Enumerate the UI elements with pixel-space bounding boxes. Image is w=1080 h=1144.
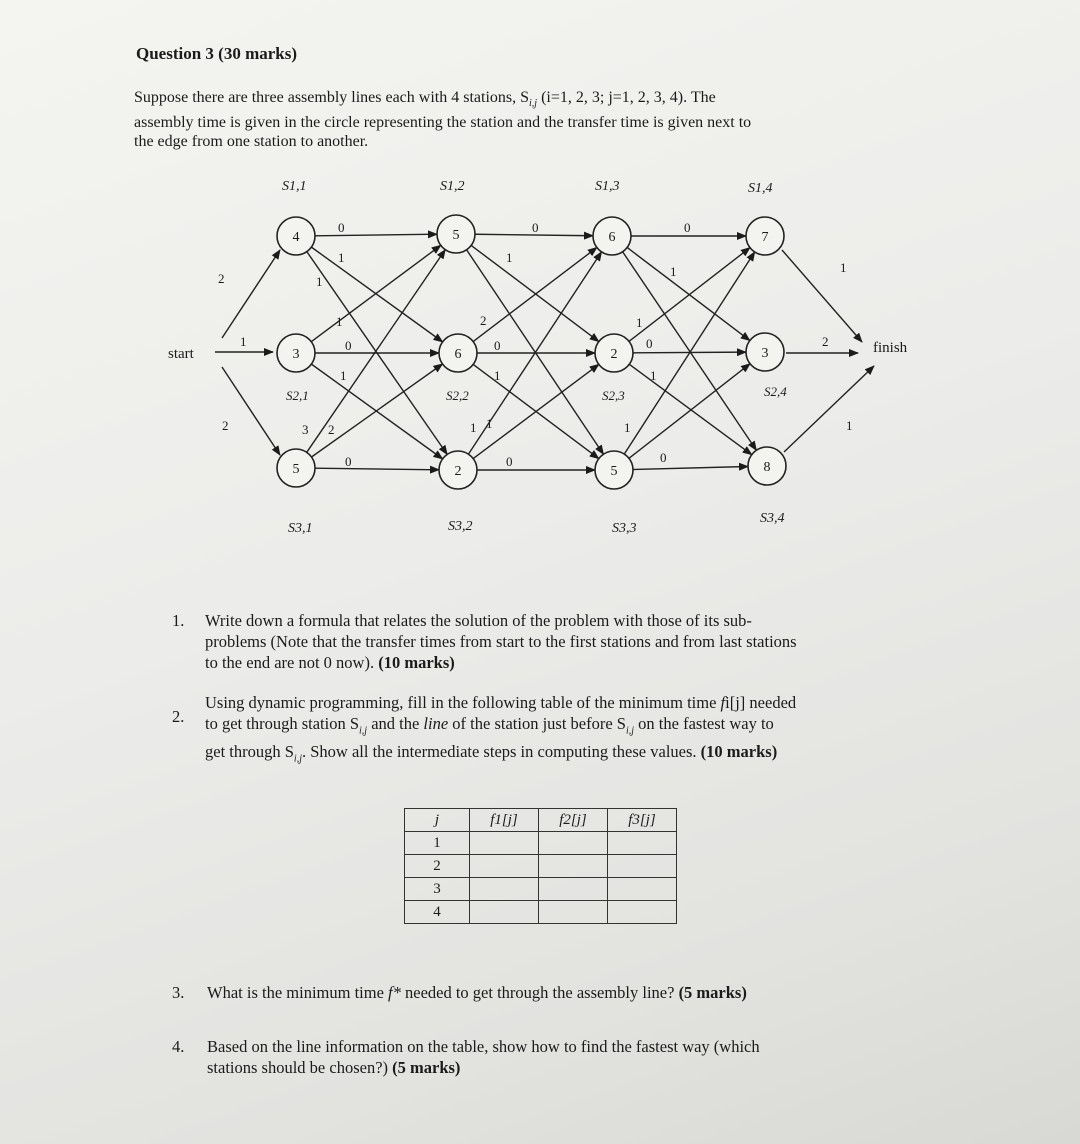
station-label-s12: S1,2 xyxy=(440,179,465,194)
station-label-s34: S3,4 xyxy=(760,511,785,526)
document-page: Question 3 (30 marks) Suppose there are three assembly lines each with 4 stations, $S_{i,j}$ (i=1, 2, 3; j=1, 2, 3, 4). The assembly time is given in the circle representing the station and the transfer time is given next to the edge from one station to another. 4 5 6 7 3 6 2 3 5 2 5 8 2 1 2 1 2 1 0 0 0 0 0 0 0 0 0 1 1 1 1 2 1 1 1 1 3 2 1 1 1 1 start finish S1,1 S1,2 S1,3 S1,4 S2,1 S2,2 S2,3 S2,4 S3,1 S3,2 S3,3 S3,4 1. Write down a formula that relates the solution of the problem with those of its sub- problems (Note that the transfer times from start to the first stations and from last stations to the end are not 0 now). (10 marks) 2. Using dynamic programming, fill in the following table of the minimum time fi[j] needed to get through station $S_{i,j}$ and the line of the station just before $S_{i,j}$ on the fastest way to get through $S_{i,j}$. Show all the intermediate steps in computing these values. (10 marks) j f1[j] f2[j] f3[j] 1 2 3 4 3. What is the minimum time f* needed to get through the assembly line? (5 marks) 4. Based on the line information on the table, show how to find the fastest way (which stations should be chosen?) (5 marks) xyxy=(0,0,1080,1144)
transfer-cross-o: 1 xyxy=(650,368,657,383)
edge-finish-line3 xyxy=(784,366,874,452)
station-s11 xyxy=(277,217,315,255)
station-s12 xyxy=(437,215,475,253)
transfer-cross-d: 1 xyxy=(670,264,677,279)
entry-time-line2: 1 xyxy=(240,334,247,349)
station-s32 xyxy=(439,451,477,489)
transfer-l1-34: 0 xyxy=(684,220,691,235)
cell-f3-3[interactable] xyxy=(608,878,677,901)
cell-f3-4[interactable] xyxy=(608,901,677,924)
transfer-l2-12: 0 xyxy=(345,338,352,353)
item-number: 4. xyxy=(172,1037,185,1056)
transfer-cross-b: 1 xyxy=(316,274,323,289)
station-label-s11: S1,1 xyxy=(282,179,307,194)
station-time: 3 xyxy=(292,347,300,362)
station-label-s32: S3,2 xyxy=(448,519,473,534)
entry-time-line3: 2 xyxy=(222,418,229,433)
transfer-l2-34: 0 xyxy=(646,336,653,351)
transfer-l3-23: 0 xyxy=(506,454,513,469)
station-s33 xyxy=(595,451,633,489)
station-time: 8 xyxy=(763,460,771,475)
cell-f1-3[interactable] xyxy=(470,878,539,901)
cell-f2-4[interactable] xyxy=(539,901,608,924)
station-label-s31: S3,1 xyxy=(288,521,313,536)
header-j: j xyxy=(405,809,470,832)
intro-line-1: Suppose there are three assembly lines each with 4 stations, $S_{i,j}$ (i=1, 2, 3; j=1, 2, 3, 4). The xyxy=(134,89,716,110)
station-s21 xyxy=(277,334,315,372)
station-label-s33: S3,3 xyxy=(612,521,637,536)
station-label-s22: S2,2 xyxy=(446,388,469,403)
edge-line3-1-2 xyxy=(315,468,439,470)
station-s23 xyxy=(595,334,633,372)
station-s34 xyxy=(748,447,786,485)
station-time: 7 xyxy=(761,230,769,245)
station-s31 xyxy=(277,449,315,487)
cell-f1-4[interactable] xyxy=(470,901,539,924)
transfer-cross-a: 1 xyxy=(338,250,345,265)
table-header-row xyxy=(405,809,677,832)
intro-line-2: assembly time is given in the circle representing the station and the transfer time is given next to xyxy=(134,114,752,132)
item-1-line-3: to the end are not 0 now). xyxy=(205,653,375,672)
station-time: 5 xyxy=(292,462,300,477)
station-time: 6 xyxy=(608,230,616,245)
station-time: 5 xyxy=(610,464,618,479)
edge-line3-3-4 xyxy=(633,466,748,469)
cell-f2-3[interactable] xyxy=(539,878,608,901)
start-label: start xyxy=(168,346,194,362)
station-s22 xyxy=(439,334,477,372)
cell-f1-2[interactable] xyxy=(470,855,539,878)
station-label-s13: S1,3 xyxy=(595,179,620,194)
station-s14 xyxy=(746,217,784,255)
station-time: 5 xyxy=(452,228,460,243)
transfer-cross-g: 1 xyxy=(636,315,643,330)
transfer-cross-m: 1 xyxy=(486,416,493,431)
transfer-cross-f: 1 xyxy=(336,314,343,329)
item-2-line-3: get through $S_{i,j}$. Show all the intermediate steps in computing these values. (10 marks) xyxy=(205,742,778,765)
cell-f2-1[interactable] xyxy=(539,832,608,855)
table-row: 1 xyxy=(405,832,677,855)
transfer-cross-i: 1 xyxy=(494,368,501,383)
station-time: 2 xyxy=(610,347,618,362)
transfer-l3-12: 0 xyxy=(345,454,352,469)
question-title: Question 3 (30 marks) xyxy=(136,44,298,63)
edge-finish-line1 xyxy=(782,250,862,342)
table-row: 2 xyxy=(405,855,677,878)
station-s13 xyxy=(593,217,631,255)
station-time: 3 xyxy=(761,346,769,361)
exit-time-line1: 1 xyxy=(840,260,847,275)
transfer-l3-34: 0 xyxy=(660,450,667,465)
station-time: 4 xyxy=(292,230,300,245)
exit-time-line2: 2 xyxy=(822,334,829,349)
transfer-cross-e: 2 xyxy=(480,313,487,328)
cell-f1-1[interactable] xyxy=(470,832,539,855)
header-f1: f1[j] xyxy=(470,809,539,832)
station-time: 6 xyxy=(454,347,462,362)
item-number: 3. xyxy=(172,983,185,1002)
transfer-l1-23: 0 xyxy=(532,220,539,235)
station-label-s21: S2,1 xyxy=(286,388,309,403)
cell-f2-2[interactable] xyxy=(539,855,608,878)
transfer-l1-12: 0 xyxy=(338,220,345,235)
header-f3: f3[j] xyxy=(608,809,677,832)
edge-line1-1-2 xyxy=(315,234,437,236)
transfer-cross-l: 1 xyxy=(470,420,477,435)
entry-time-line1: 2 xyxy=(218,271,225,286)
item-1-marks: (10 marks) xyxy=(378,653,455,672)
cell-f3-1[interactable] xyxy=(608,832,677,855)
edge-start-line3 xyxy=(222,367,280,455)
exit-time-line3: 1 xyxy=(846,418,853,433)
item-number: 1. xyxy=(172,611,185,630)
station-time: 2 xyxy=(454,464,462,479)
cell-f3-2[interactable] xyxy=(608,855,677,878)
transfer-l2-23: 0 xyxy=(494,338,501,353)
intro-line-3: the edge from one station to another. xyxy=(134,133,369,151)
station-label-s14: S1,4 xyxy=(748,181,773,196)
transfer-cross-n: 1 xyxy=(624,420,631,435)
transfer-cross-k: 2 xyxy=(328,422,335,437)
header-f2: f2[j] xyxy=(539,809,608,832)
transfer-cross-h: 1 xyxy=(340,368,347,383)
edge-start-line1 xyxy=(222,250,280,338)
item-number: 2. xyxy=(172,707,185,726)
station-s24 xyxy=(746,333,784,371)
item-1-line-1: Write down a formula that relates the solution of the problem with those of its sub- xyxy=(205,611,752,630)
transfer-cross-j: 3 xyxy=(302,422,309,437)
item-2-line-2: to get through station $S_{i,j}$ and the line of the station just before $S_{i,j}$ on the fastest way to xyxy=(205,714,774,737)
station-label-s23: S2,3 xyxy=(602,388,625,403)
table-row: 3 xyxy=(405,878,677,901)
table-row: 4 xyxy=(405,901,677,924)
station-label-s24: S2,4 xyxy=(764,384,787,399)
transfer-cross-c: 1 xyxy=(506,250,513,265)
item-1-line-2: problems (Note that the transfer times from start to the first stations and from last stations xyxy=(205,632,797,651)
item-2-line-1: Using dynamic programming, fill in the following table of the minimum time fi[j] needed xyxy=(205,693,797,712)
finish-label: finish xyxy=(873,340,908,356)
dp-table xyxy=(404,808,677,924)
